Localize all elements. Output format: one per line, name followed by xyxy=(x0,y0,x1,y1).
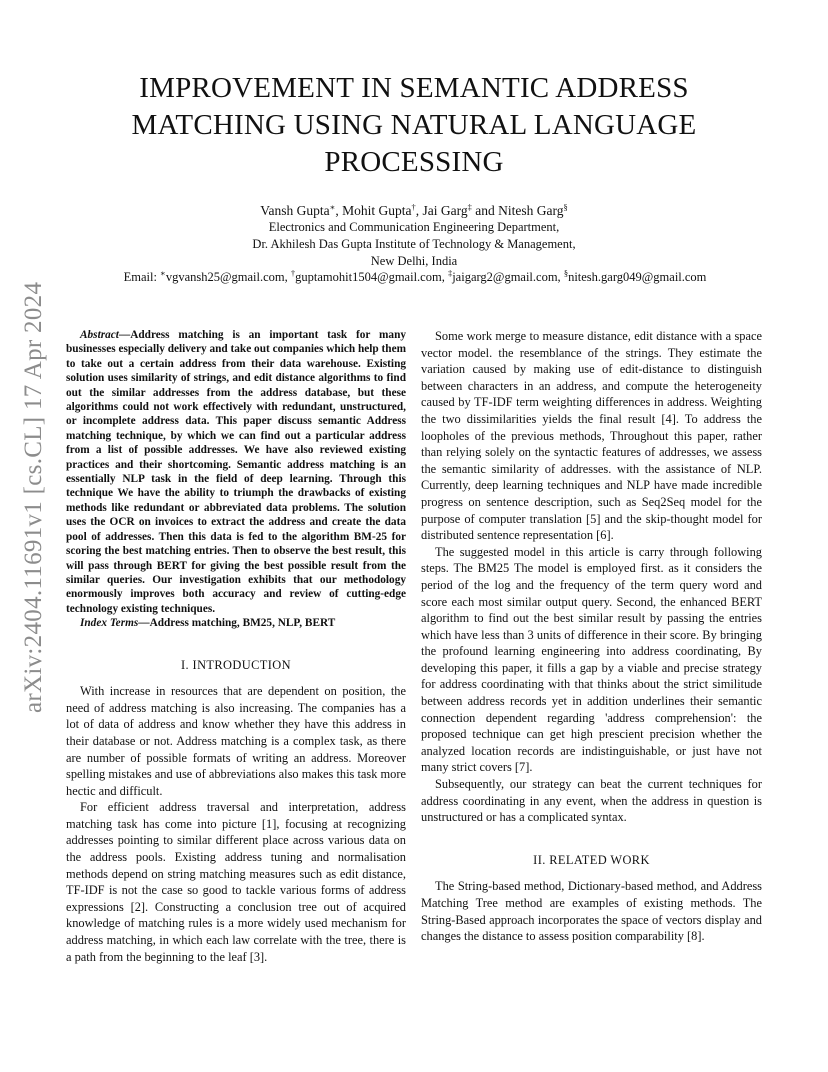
email-address[interactable]: jaigarg2@gmail.com, xyxy=(452,270,561,284)
email-label: Email: xyxy=(123,270,157,284)
affiliation-line: Electronics and Communication Engineering Department, xyxy=(268,220,560,234)
email-mark: ‡ xyxy=(447,268,453,278)
email-mark: § xyxy=(563,268,569,278)
index-terms-label: Index Terms xyxy=(80,617,139,630)
abstract-label: Abstract xyxy=(80,329,119,341)
affiliation-line: Dr. Akhilesh Das Gupta Institute of Technology & Management, xyxy=(252,237,576,251)
email-address[interactable]: vgvansh25@gmail.com, xyxy=(165,270,288,284)
email-address[interactable]: guptamohit1504@gmail.com, xyxy=(295,270,445,284)
paragraph: Some work merge to measure distance, edit distance with a space vector model. the resemblance of the strings. They estimate the variation caused by making use of edit-distance to distinguish between characters in an address, and compute the heterogeneity caused by TF-IDF term weighting differences in address. Weighting the two dissimilarities yields the final result [4]. To address the loopholes of the previous methods, Throughout this paper, rather than relying solely on the syntactic features of addresses, we assess the semantic similarity of addresses. with the assistance of NLP. Currently, deep learning techniques and NLP have made incredible progress on sentence description, such as Seq2Seq model for the purpose of computer translation [5] and the skip-thought model for distributed sentence representation [6]. xyxy=(421,329,762,543)
left-column xyxy=(66,328,406,965)
author-list: Vansh Gupta∗, Mohit Gupta†, Jai Garg‡ and Nitesh Garg§ xyxy=(260,202,568,218)
email-mark: ∗ xyxy=(160,268,166,278)
author-mark: ∗ xyxy=(329,202,336,212)
email-mark: † xyxy=(290,268,296,278)
paragraph: Subsequently, our strategy can beat the current techniques for address coordinating in any event, when the address in question is unstructured or has a complicated syntax. xyxy=(421,777,762,825)
author-name: Vansh Gupta xyxy=(260,203,330,218)
author-name: Nitesh Garg xyxy=(498,203,564,218)
arxiv-identifier: arXiv:2404.11691v1 [cs.CL] 17 Apr 2024 xyxy=(20,281,47,713)
affiliation-line: New Delhi, India xyxy=(370,254,458,268)
abstract xyxy=(66,328,406,616)
email-address[interactable]: nitesh.garg049@gmail.com xyxy=(568,270,707,284)
paragraph: For efficient address traversal and interpretation, address matching task has come into picture [1], focusing at recognizing addresses pointing to similar different place across various data on the address pools. Existing address tuning and normalisation methods depend on string matching measures such as edit distance, TF-IDF is not the case so good to tackle various forms of address expressions [2]. Constructing a conclusion tree out of acquired knowledge of matching rules is a more widely used mechanism for address matching, in which each law correlate with the tree, there is a path from the beginning to the leaf [3]. xyxy=(66,800,406,964)
section-heading-introduction: I. INTRODUCTION xyxy=(181,657,291,672)
paragraph: The suggested model in this article is carry through following steps. The BM25 The model is employed first. as it considers the period of the log and the frequency of the term query word and score each most similar output query. Second, the enhanced BERT algorithm to find out the best similar result by passing the entries which have less than 3 units of difference in their score. By bringing the profound learning engineering into address coordinating, By developing this paper, it fills a gap by a viable and precise strategy for address coordinating with that thinks about the strict similitude between address records yet in addition underlines their semantic connection dependent regarding 'address comprehension': the proposed technique can get high prescient precision whether the analyzed location records are indistinguishable, or just have not many strict covers [7]. xyxy=(421,544,762,775)
author-name: Jai Garg xyxy=(422,203,468,218)
author-name: Mohit Gupta xyxy=(342,203,412,218)
index-terms-text: —Address matching, BM25, NLP, BERT xyxy=(138,617,336,630)
abstract-text: —Address matching is an important task for many businesses especially delivery and take out companies which help them to take out a certain address from their data warehouse. Existing solution uses similarity of strings, and edit distance algorithms to find out the similar addresses from the address database, but these algorithms could not work effectively with redundant, unstructured, or incomplete address data. This paper discuss semantic Address matching technique, by which we can find out a particular address from a list of possible addresses. We have also reviewed existing practices and their shortcoming. Semantic address matching is an essentially NLP task in the field of deep learning. Through this technique We have the ability to triumph the drawbacks of existing methods like redundant or abbreviated data problems. The solution uses the OCR on invoices to extract the address and create the data pool of addresses. Then this data is fed to the algorithm BM-25 for scoring the best matching entries. Then to observe the best result, this will pass through BERT for giving the best possible result from the similar queries. Our investigation exhibits that our methodology enormously improves both accuracy and review of cutting-edge technology existing techniques. xyxy=(66,329,406,615)
section-heading-related-work: II. RELATED WORK xyxy=(533,852,650,867)
affiliation xyxy=(80,219,748,270)
email-line xyxy=(60,269,770,286)
index-terms xyxy=(66,616,406,630)
author-mark: § xyxy=(563,202,568,212)
paragraph: With increase in resources that are dependent on position, the need of address matching is also increasing. The companies has a lot of data of address and know whether they have this address in their database or not. Address matching is a complex task, as there are number of possible formats of writing an address. Moreover spelling mistakes and use of abbreviations also makes this task more hectic and difficult. xyxy=(66,684,406,798)
paragraph: The String-based method, Dictionary-based method, and Address Matching Tree method are examples of existing methods. The String-Based approach incorporates the space of vectors display and changes the distance to assess position comparability [8]. xyxy=(421,879,762,944)
author-mark: ‡ xyxy=(467,202,472,212)
right-column xyxy=(421,328,762,945)
author-mark: † xyxy=(411,202,416,212)
paper-title: IMPROVEMENT IN SEMANTIC ADDRESS MATCHING USING NATURAL LANGUAGE PROCESSING xyxy=(131,72,697,178)
